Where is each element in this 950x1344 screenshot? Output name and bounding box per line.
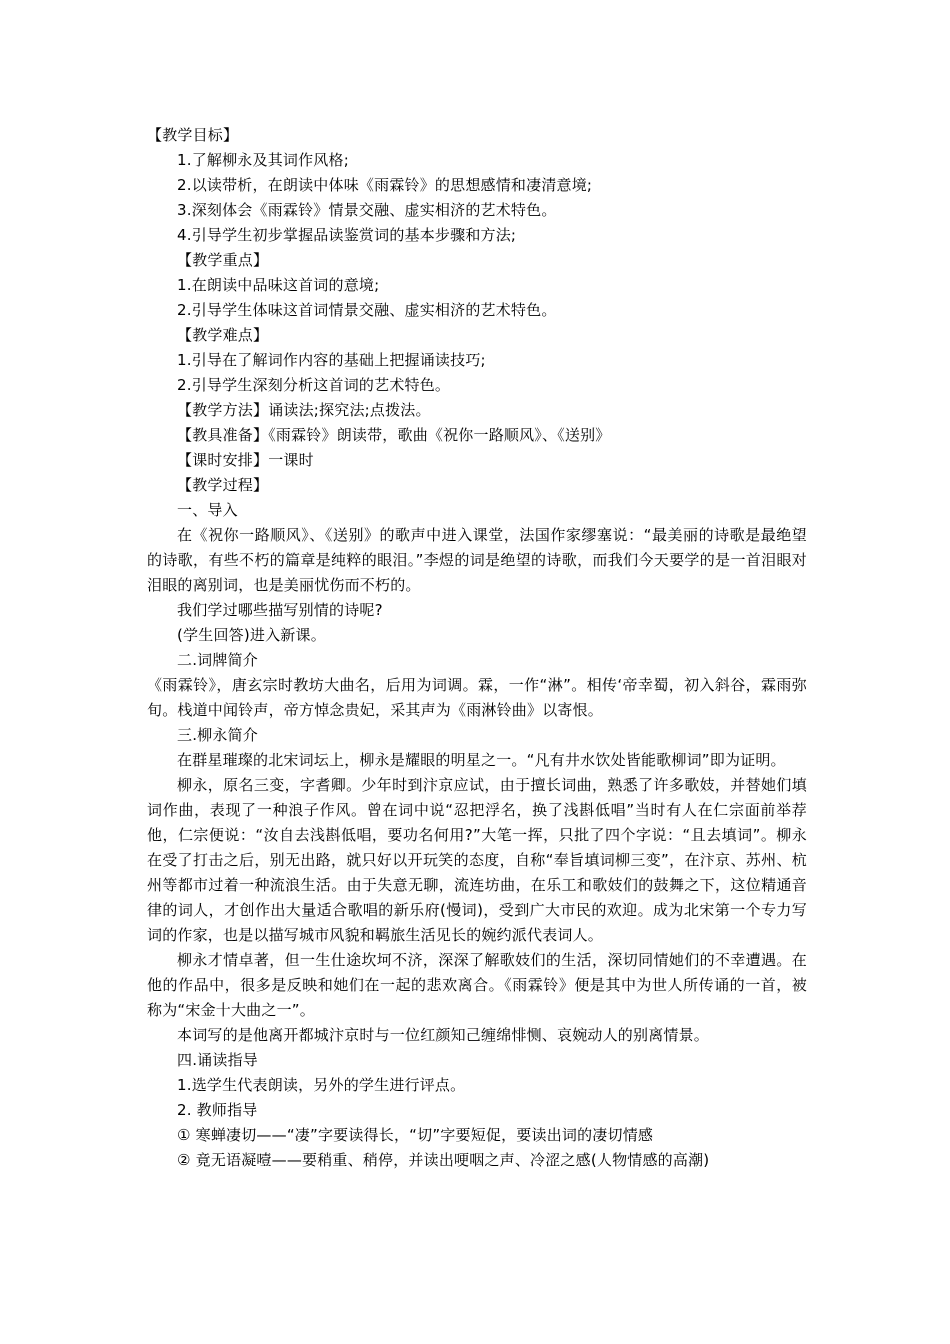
section-1-paragraph-2: 我们学过哪些描写别情的诗呢? — [177, 601, 383, 619]
difficulties-heading: 【教学难点】 — [177, 326, 269, 344]
class-schedule: 【课时安排】一课时 — [177, 451, 314, 469]
difficulty-item-2: 2.引导学生深刻分析这首词的艺术特色。 — [177, 376, 451, 394]
section-2-heading: 二.词牌简介 — [177, 651, 258, 669]
section-4-item-2: 2. 教师指导 — [177, 1101, 258, 1119]
section-2-paragraph-1: 《雨霖铃》，唐玄宗时教坊大曲名，后用为词调。霖，一作“淋”。相传‘帝幸蜀，初入斜谷，霖雨弥旬。栈道中闻铃声，帝方悼念贵妃，采其声为《雨淋铃曲》以寄恨。 — [147, 676, 807, 719]
section-1-paragraph-1: 在《祝你一路顺风》、《送别》的歌声中进入课堂，法国作家缪塞说：“最美丽的诗歌是最绝望的诗歌，有些不朽的篇章是纯粹的眼泪。”李煜的词是绝望的诗歌，而我们今天要学的是一首泪眼对泪眼的离别词，也是美丽忧伤而不朽的。 — [147, 526, 807, 594]
teaching-materials: 【教具准备】《雨霖铃》朗读带，歌曲《祝你一路顺风》、《送别》 — [177, 426, 611, 444]
section-4-sub-item-1: ① 寒蝉凄切——“凄”字要读得长，“切”字要短促，要读出词的凄切情感 — [177, 1126, 654, 1144]
document-body — [147, 123, 807, 1173]
section-4-sub-item-2: ② 竟无语凝噎——要稍重、稍停，并读出哽咽之声、冷涩之感(人物情感的高潮) — [177, 1151, 710, 1169]
teaching-methods: 【教学方法】诵读法;探究法;点拨法。 — [177, 401, 431, 419]
objective-item-4: 4.引导学生初步掌握品读鉴赏词的基本步骤和方法; — [177, 226, 517, 244]
key-point-item-2: 2.引导学生体味这首词情景交融、虚实相济的艺术特色。 — [177, 301, 557, 319]
objectives-heading: 【教学目标】 — [147, 126, 239, 144]
section-3-paragraph-4: 本词写的是他离开都城汴京时与一位红颜知己缠绵悱恻、哀婉动人的别离情景。 — [177, 1026, 710, 1044]
section-4-item-1: 1.选学生代表朗读，另外的学生进行评点。 — [177, 1076, 466, 1094]
section-1-heading: 一、导入 — [177, 501, 238, 519]
process-heading: 【教学过程】 — [177, 476, 269, 494]
key-points-heading: 【教学重点】 — [177, 251, 269, 269]
section-4-heading: 四.诵读指导 — [177, 1051, 258, 1069]
section-3-paragraph-1: 在群星璀璨的北宋词坛上，柳永是耀眼的明星之一。“凡有井水饮处皆能歌柳词”即为证明。 — [177, 751, 786, 769]
section-3-paragraph-3: 柳永才情卓著，但一生仕途坎坷不济，深深了解歌妓们的生活，深切同情她们的不幸遭遇。在他的作品中，很多是反映和她们在一起的悲欢离合。《雨霖铃》便是其中为世人所传诵的一首，被称为“宋金十大曲之一”。 — [147, 951, 807, 1019]
section-3-paragraph-2: 柳永，原名三变，字耆卿。少年时到汴京应试，由于擅长词曲，熟悉了许多歌妓，并替她们填词作曲，表现了一种浪子作风。曾在词中说“忍把浮名，换了浅斟低唱”当时有人在仁宗面前举荐他，仁宗便说：“汝自去浅斟低唱，要功名何用?”大笔一挥，只批了四个字说：“且去填词”。柳永在受了打击之后，别无出路，就只好以开玩笑的态度，自称“奉旨填词柳三变”，在汴京、苏州、杭州等都市过着一种流浪生活。由于失意无聊，流连坊曲，在乐工和歌妓们的鼓舞之下，这位精通音律的词人，才创作出大量适合歌唱的新乐府(慢词)，受到广大市民的欢迎。成为北宋第一个专力写词的作家，也是以描写城市风貌和羁旅生活见长的婉约派代表词人。 — [147, 776, 807, 944]
key-point-item-1: 1.在朗读中品味这首词的意境; — [177, 276, 380, 294]
objective-item-2: 2.以读带析，在朗读中体味《雨霖铃》的思想感情和凄清意境; — [177, 176, 593, 194]
difficulty-item-1: 1.引导在了解词作内容的基础上把握诵读技巧; — [177, 351, 486, 369]
objective-item-3: 3.深刻体会《雨霖铃》情景交融、虚实相济的艺术特色。 — [177, 201, 557, 219]
section-3-heading: 三.柳永简介 — [177, 726, 258, 744]
objective-item-1: 1.了解柳永及其词作风格; — [177, 151, 349, 169]
section-1-paragraph-3: (学生回答)进入新课。 — [177, 626, 326, 644]
